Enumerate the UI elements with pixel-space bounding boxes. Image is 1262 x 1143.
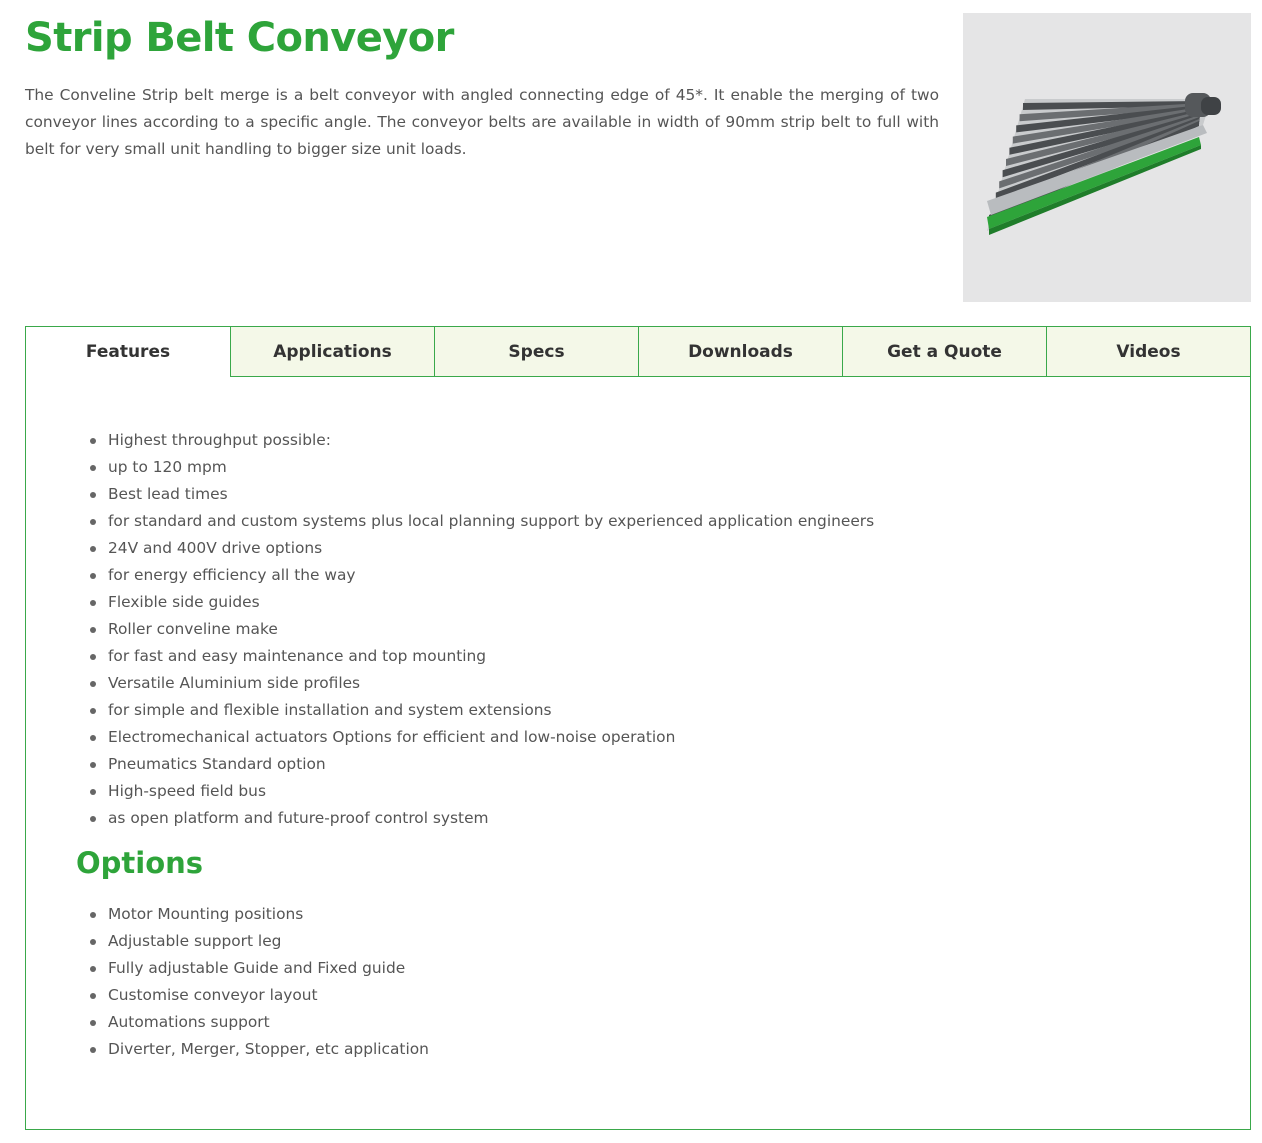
features-list: [88, 427, 1188, 832]
tab-features[interactable]: Features: [26, 327, 230, 377]
list-item: Roller conveline make: [88, 616, 1188, 643]
bullet-icon: [90, 789, 96, 795]
list-item: Versatile Aluminium side profiles: [88, 670, 1188, 697]
bullet-icon: [90, 912, 96, 918]
tab-applications[interactable]: Applications: [230, 327, 434, 377]
bullet-icon: [90, 654, 96, 660]
tab-get-a-quote[interactable]: Get a Quote: [842, 327, 1046, 377]
list-item: Flexible side guides: [88, 589, 1188, 616]
list-item: Motor Mounting positions: [88, 901, 1188, 928]
list-item: for fast and easy maintenance and top mounting: [88, 643, 1188, 670]
bullet-icon: [90, 735, 96, 741]
bullet-icon: [90, 993, 96, 999]
tab-bar: [26, 327, 1250, 377]
bullet-icon: [90, 681, 96, 687]
bullet-icon: [90, 966, 96, 972]
page-title: Strip Belt Conveyor: [25, 15, 454, 61]
list-item: Best lead times: [88, 481, 1188, 508]
product-tabs: [25, 326, 1251, 1130]
bullet-icon: [90, 492, 96, 498]
bullet-icon: [90, 573, 96, 579]
bullet-icon: [90, 600, 96, 606]
list-item: Fully adjustable Guide and Fixed guide: [88, 955, 1188, 982]
list-item: Pneumatics Standard option: [88, 751, 1188, 778]
tab-downloads[interactable]: Downloads: [638, 327, 842, 377]
strip-belt-conveyor-icon: [963, 13, 1251, 302]
list-item: High-speed field bus: [88, 778, 1188, 805]
list-item: Diverter, Merger, Stopper, etc application: [88, 1036, 1188, 1063]
list-item: for standard and custom systems plus local planning support by experienced application engineers: [88, 508, 1188, 535]
list-item: Adjustable support leg: [88, 928, 1188, 955]
list-item: Highest throughput possible:: [88, 427, 1188, 454]
options-heading: Options: [76, 846, 204, 880]
product-image: [963, 13, 1251, 302]
bullet-icon: [90, 546, 96, 552]
bullet-icon: [90, 1047, 96, 1053]
list-item: for simple and flexible installation and system extensions: [88, 697, 1188, 724]
bullet-icon: [90, 708, 96, 714]
bullet-icon: [90, 762, 96, 768]
tab-specs[interactable]: Specs: [434, 327, 638, 377]
product-description: The Conveline Strip belt merge is a belt conveyor with angled connecting edge of 45*. It enable the merging of two conveyor lines according to a specific angle. The conveyor belts are available in width of 90mm strip belt to full with belt for very small unit handling to bigger size unit loads.: [25, 86, 939, 158]
bullet-icon: [90, 465, 96, 471]
bullet-icon: [90, 939, 96, 945]
bullet-icon: [90, 816, 96, 822]
tab-videos[interactable]: Videos: [1046, 327, 1250, 377]
list-item: Customise conveyor layout: [88, 982, 1188, 1009]
list-item: up to 120 mpm: [88, 454, 1188, 481]
bullet-icon: [90, 438, 96, 444]
bullet-icon: [90, 627, 96, 633]
list-item: 24V and 400V drive options: [88, 535, 1188, 562]
options-list: [88, 901, 1188, 1063]
list-item: for energy efficiency all the way: [88, 562, 1188, 589]
bullet-icon: [90, 1020, 96, 1026]
list-item: Electromechanical actuators Options for efficient and low-noise operation: [88, 724, 1188, 751]
bullet-icon: [90, 519, 96, 525]
list-item: as open platform and future-proof control system: [88, 805, 1188, 832]
list-item: Automations support: [88, 1009, 1188, 1036]
